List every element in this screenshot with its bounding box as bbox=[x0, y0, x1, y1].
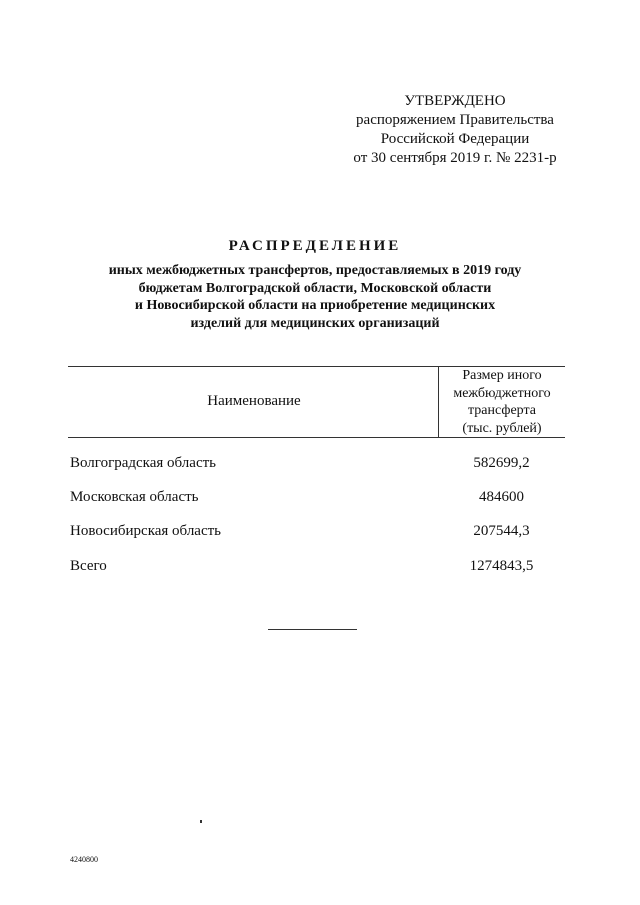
row-total-label: Всего bbox=[70, 558, 107, 574]
table-row-total bbox=[70, 558, 565, 578]
table-row bbox=[70, 523, 565, 543]
column-header-amount-line-1: Размер иного bbox=[462, 368, 542, 383]
row-region-name: Волгоградская область bbox=[70, 455, 216, 471]
subtitle-line-2: бюджетам Волгоградской области, Московской области bbox=[138, 280, 492, 296]
column-header-name: Наименование bbox=[207, 393, 301, 409]
subtitle-line-1: иных межбюджетных трансфертов, предоставляемых в 2019 году bbox=[108, 263, 522, 278]
column-header-amount-line-4: (тыс. рублей) bbox=[462, 420, 542, 436]
row-region-name: Московская область bbox=[70, 489, 199, 505]
column-header-amount bbox=[438, 367, 566, 437]
end-of-document-line bbox=[268, 629, 357, 630]
row-amount: 582699,2 bbox=[473, 455, 530, 471]
column-header-amount-line-2: межбюджетного bbox=[453, 385, 551, 401]
document-title: РАСПРЕДЕЛЕНИЕ bbox=[228, 238, 402, 254]
row-total-amount: 1274843,5 bbox=[469, 558, 534, 574]
table-row bbox=[70, 455, 565, 475]
subtitle-line-4: изделий для медицинских организаций bbox=[190, 315, 440, 331]
approval-heading: УТВЕРЖДЕНО bbox=[404, 93, 506, 109]
row-amount: 484600 bbox=[479, 489, 524, 505]
scan-speck bbox=[200, 820, 202, 823]
column-header-amount-line-3: трансферта bbox=[468, 403, 536, 418]
subtitle-line-3: и Новосибирской области на приобретение медицинских bbox=[134, 298, 496, 313]
table-row bbox=[70, 489, 565, 509]
document-code: 4240800 bbox=[70, 855, 98, 864]
document-subtitle bbox=[60, 262, 570, 332]
row-amount: 207544,3 bbox=[473, 523, 530, 539]
approval-date-number: от 30 сентября 2019 г. № 2231-р bbox=[353, 150, 557, 166]
row-region-name: Новосибирская область bbox=[70, 523, 222, 539]
table-header-rule bbox=[68, 437, 565, 438]
approval-government: Российской Федерации bbox=[380, 131, 530, 147]
approval-issuer: распоряжением Правительства bbox=[356, 112, 554, 128]
approval-stamp bbox=[330, 92, 580, 168]
